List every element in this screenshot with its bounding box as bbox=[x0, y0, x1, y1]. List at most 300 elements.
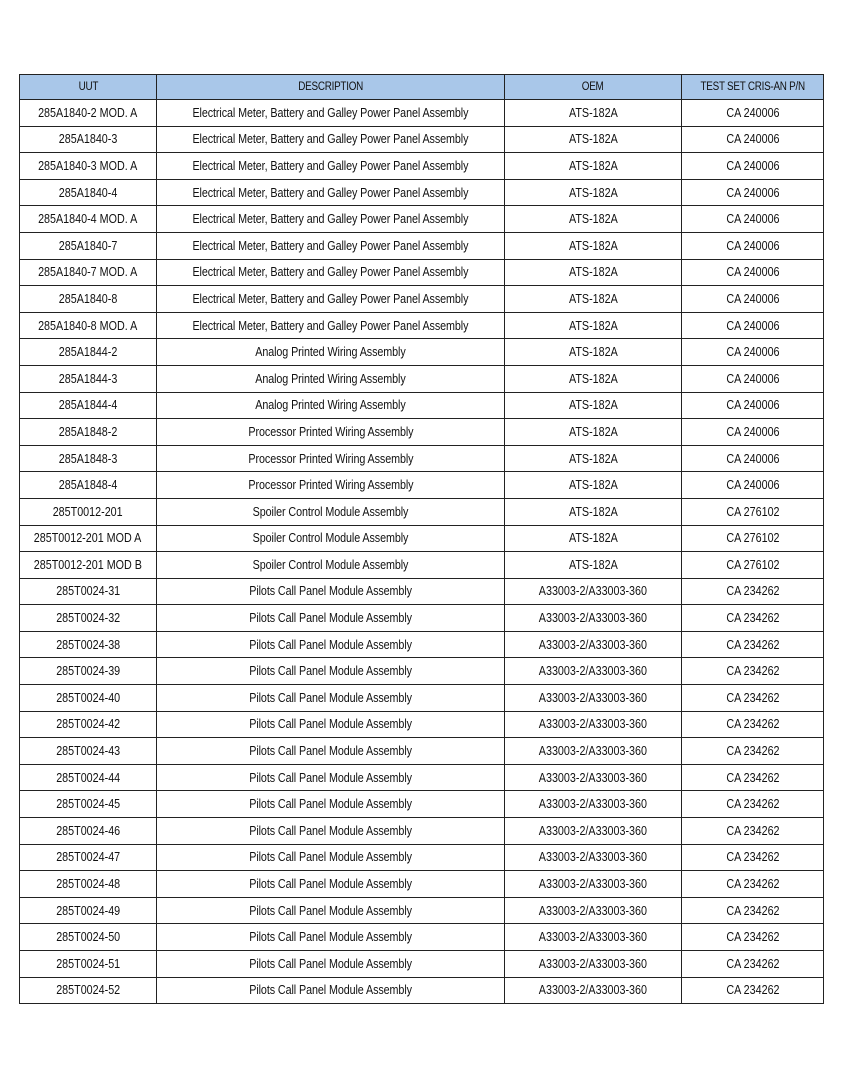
uut-cell bbox=[20, 738, 157, 765]
table-row bbox=[20, 977, 824, 1004]
oem-cell bbox=[505, 764, 682, 791]
test-set-cell bbox=[682, 179, 824, 206]
uut-cell bbox=[20, 711, 157, 738]
test-set-cell bbox=[682, 685, 824, 712]
table-row bbox=[20, 100, 824, 127]
uut-cell bbox=[20, 392, 157, 419]
table-row bbox=[20, 472, 824, 499]
test-set-cell-text: CA 240006 bbox=[725, 212, 780, 227]
table-row bbox=[20, 844, 824, 871]
description-cell-text: Electrical Meter, Battery and Galley Power Panel Assembly bbox=[192, 291, 469, 306]
uut-cell bbox=[20, 951, 157, 978]
test-set-cell bbox=[682, 259, 824, 286]
uut-cell-text: 285T0012-201 MOD A bbox=[34, 531, 142, 546]
oem-cell bbox=[505, 738, 682, 765]
uut-cell bbox=[20, 791, 157, 818]
description-cell-text: Pilots Call Panel Module Assembly bbox=[249, 744, 412, 759]
header-uut bbox=[20, 75, 157, 100]
test-set-cell-text: CA 234262 bbox=[725, 983, 780, 998]
test-set-cell-text: CA 240006 bbox=[725, 318, 780, 333]
oem-cell-text: ATS-182A bbox=[568, 398, 618, 413]
oem-cell bbox=[505, 339, 682, 366]
description-cell-text: Pilots Call Panel Module Assembly bbox=[249, 823, 412, 838]
description-cell-text: Electrical Meter, Battery and Galley Power Panel Assembly bbox=[192, 265, 469, 280]
description-cell bbox=[157, 472, 505, 499]
test-set-cell bbox=[682, 392, 824, 419]
uut-cell-text: 285A1840-7 MOD. A bbox=[38, 265, 138, 280]
description-cell bbox=[157, 525, 505, 552]
oem-cell bbox=[505, 259, 682, 286]
uut-cell bbox=[20, 525, 157, 552]
description-cell-text: Pilots Call Panel Module Assembly bbox=[249, 690, 412, 705]
description-cell-text: Pilots Call Panel Module Assembly bbox=[249, 770, 412, 785]
description-cell-text: Processor Printed Wiring Assembly bbox=[247, 451, 414, 466]
test-set-cell bbox=[682, 552, 824, 579]
table-row bbox=[20, 924, 824, 951]
description-cell bbox=[157, 365, 505, 392]
description-cell-text: Pilots Call Panel Module Assembly bbox=[249, 877, 412, 892]
table-row bbox=[20, 232, 824, 259]
oem-cell bbox=[505, 631, 682, 658]
oem-cell bbox=[505, 711, 682, 738]
oem-cell-text: A33003-2/A33003-360 bbox=[538, 664, 648, 679]
test-set-cell bbox=[682, 445, 824, 472]
oem-cell-text: A33003-2/A33003-360 bbox=[538, 903, 648, 918]
test-set-cell-text: CA 234262 bbox=[725, 877, 780, 892]
uut-cell bbox=[20, 232, 157, 259]
uut-cell bbox=[20, 419, 157, 446]
test-set-cell-text: CA 234262 bbox=[725, 770, 780, 785]
uut-cell-text: 285T0024-45 bbox=[56, 797, 120, 812]
uut-cell bbox=[20, 685, 157, 712]
description-cell bbox=[157, 871, 505, 898]
uut-cell bbox=[20, 578, 157, 605]
description-cell-text: Spoiler Control Module Assembly bbox=[252, 504, 409, 519]
header-description bbox=[157, 75, 505, 100]
table-row bbox=[20, 126, 824, 153]
oem-cell-text: A33003-2/A33003-360 bbox=[538, 637, 648, 652]
test-set-cell bbox=[682, 578, 824, 605]
test-set-cell bbox=[682, 419, 824, 446]
oem-cell bbox=[505, 578, 682, 605]
test-set-cell-text: CA 276102 bbox=[725, 504, 780, 519]
uut-cell-text: 285A1844-4 bbox=[58, 398, 118, 413]
oem-cell-text: ATS-182A bbox=[568, 158, 618, 173]
description-cell-text: Electrical Meter, Battery and Galley Power Panel Assembly bbox=[192, 238, 469, 253]
oem-cell bbox=[505, 312, 682, 339]
description-cell-text: Pilots Call Panel Module Assembly bbox=[249, 956, 412, 971]
uut-cell bbox=[20, 552, 157, 579]
uut-cell-text: 285T0024-43 bbox=[56, 744, 120, 759]
test-set-cell bbox=[682, 100, 824, 127]
uut-cell bbox=[20, 764, 157, 791]
oem-cell-text: ATS-182A bbox=[568, 265, 618, 280]
table-row bbox=[20, 339, 824, 366]
test-set-cell bbox=[682, 525, 824, 552]
description-cell-text: Pilots Call Panel Module Assembly bbox=[249, 797, 412, 812]
test-set-cell bbox=[682, 738, 824, 765]
table-row bbox=[20, 419, 824, 446]
table-row bbox=[20, 738, 824, 765]
header-test-set-label: TEST SET CRIS-AN P/N bbox=[700, 81, 805, 93]
table-body bbox=[20, 100, 824, 1004]
header-row bbox=[20, 75, 824, 100]
test-set-cell bbox=[682, 951, 824, 978]
oem-cell-text: ATS-182A bbox=[568, 318, 618, 333]
test-set-cell-text: CA 240006 bbox=[725, 371, 780, 386]
oem-cell bbox=[505, 924, 682, 951]
oem-cell bbox=[505, 844, 682, 871]
uut-cell-text: 285T0024-42 bbox=[56, 717, 120, 732]
uut-cell-text: 285T0024-52 bbox=[56, 983, 120, 998]
oem-cell bbox=[505, 100, 682, 127]
uut-cell-text: 285T0024-38 bbox=[56, 637, 120, 652]
description-cell-text: Processor Printed Wiring Assembly bbox=[247, 478, 414, 493]
oem-cell-text: ATS-182A bbox=[568, 212, 618, 227]
description-cell bbox=[157, 232, 505, 259]
table-row bbox=[20, 286, 824, 313]
uut-cell-text: 285A1848-2 bbox=[58, 424, 118, 439]
uut-cell-text: 285T0024-49 bbox=[56, 903, 120, 918]
description-cell-text: Pilots Call Panel Module Assembly bbox=[249, 983, 412, 998]
test-set-cell-text: CA 240006 bbox=[725, 345, 780, 360]
test-set-cell bbox=[682, 977, 824, 1004]
test-set-cell-text: CA 240006 bbox=[725, 478, 780, 493]
oem-cell-text: ATS-182A bbox=[568, 504, 618, 519]
test-set-cell-text: CA 234262 bbox=[725, 717, 780, 732]
uut-cell-text: 285T0024-47 bbox=[56, 850, 120, 865]
table-row bbox=[20, 871, 824, 898]
oem-cell bbox=[505, 658, 682, 685]
table-row bbox=[20, 711, 824, 738]
description-cell bbox=[157, 738, 505, 765]
oem-cell-text: A33003-2/A33003-360 bbox=[538, 983, 648, 998]
description-cell-text: Processor Printed Wiring Assembly bbox=[247, 424, 414, 439]
table-row bbox=[20, 552, 824, 579]
description-cell bbox=[157, 153, 505, 180]
test-set-cell-text: CA 240006 bbox=[725, 265, 780, 280]
oem-cell bbox=[505, 445, 682, 472]
uut-cell bbox=[20, 445, 157, 472]
oem-cell bbox=[505, 525, 682, 552]
description-cell-text: Pilots Call Panel Module Assembly bbox=[249, 664, 412, 679]
uut-cell bbox=[20, 498, 157, 525]
uut-cell bbox=[20, 818, 157, 845]
test-set-cell bbox=[682, 764, 824, 791]
uut-cell-text: 285A1840-8 bbox=[58, 291, 118, 306]
oem-cell bbox=[505, 153, 682, 180]
header-oem bbox=[505, 75, 682, 100]
test-set-cell-text: CA 234262 bbox=[725, 637, 780, 652]
uut-cell bbox=[20, 924, 157, 951]
test-set-cell bbox=[682, 312, 824, 339]
oem-cell-text: A33003-2/A33003-360 bbox=[538, 584, 648, 599]
uut-cell-text: 285T0024-40 bbox=[56, 690, 120, 705]
uut-cell bbox=[20, 179, 157, 206]
description-cell bbox=[157, 498, 505, 525]
test-set-cell bbox=[682, 286, 824, 313]
test-set-cell-text: CA 240006 bbox=[725, 132, 780, 147]
test-set-cell bbox=[682, 897, 824, 924]
oem-cell bbox=[505, 126, 682, 153]
table-row bbox=[20, 312, 824, 339]
oem-cell bbox=[505, 179, 682, 206]
description-cell-text: Analog Printed Wiring Assembly bbox=[255, 398, 406, 413]
uut-cell-text: 285T0024-39 bbox=[56, 664, 120, 679]
oem-cell-text: ATS-182A bbox=[568, 424, 618, 439]
oem-cell-text: ATS-182A bbox=[568, 345, 618, 360]
uut-cell-text: 285T0024-51 bbox=[56, 956, 120, 971]
oem-cell bbox=[505, 951, 682, 978]
description-cell bbox=[157, 631, 505, 658]
oem-cell bbox=[505, 552, 682, 579]
header-oem-label: OEM bbox=[582, 81, 604, 93]
uut-cell bbox=[20, 206, 157, 233]
description-cell-text: Pilots Call Panel Module Assembly bbox=[249, 717, 412, 732]
test-set-cell-text: CA 276102 bbox=[725, 531, 780, 546]
oem-cell bbox=[505, 365, 682, 392]
oem-cell bbox=[505, 897, 682, 924]
test-set-cell bbox=[682, 871, 824, 898]
test-set-cell bbox=[682, 365, 824, 392]
uut-cell bbox=[20, 871, 157, 898]
test-set-cell bbox=[682, 711, 824, 738]
test-set-cell-text: CA 240006 bbox=[725, 398, 780, 413]
table-row bbox=[20, 951, 824, 978]
uut-cell bbox=[20, 472, 157, 499]
test-set-cell-text: CA 234262 bbox=[725, 664, 780, 679]
test-set-cell bbox=[682, 498, 824, 525]
table-row bbox=[20, 658, 824, 685]
description-cell bbox=[157, 924, 505, 951]
table-row bbox=[20, 764, 824, 791]
description-cell bbox=[157, 179, 505, 206]
table-row bbox=[20, 791, 824, 818]
test-set-cell-text: CA 234262 bbox=[725, 903, 780, 918]
description-cell bbox=[157, 791, 505, 818]
test-set-cell-text: CA 234262 bbox=[725, 823, 780, 838]
oem-cell-text: ATS-182A bbox=[568, 105, 618, 120]
test-set-cell-text: CA 240006 bbox=[725, 105, 780, 120]
description-cell-text: Pilots Call Panel Module Assembly bbox=[249, 850, 412, 865]
test-set-cell-text: CA 234262 bbox=[725, 956, 780, 971]
uut-cell bbox=[20, 126, 157, 153]
oem-cell bbox=[505, 977, 682, 1004]
table-row bbox=[20, 818, 824, 845]
oem-cell bbox=[505, 419, 682, 446]
uut-cell bbox=[20, 631, 157, 658]
oem-cell bbox=[505, 472, 682, 499]
uut-cell-text: 285T0012-201 MOD B bbox=[33, 557, 143, 572]
description-cell bbox=[157, 818, 505, 845]
description-cell bbox=[157, 764, 505, 791]
oem-cell-text: ATS-182A bbox=[568, 291, 618, 306]
test-set-cell-text: CA 240006 bbox=[725, 291, 780, 306]
test-set-cell bbox=[682, 818, 824, 845]
oem-cell-text: ATS-182A bbox=[568, 132, 618, 147]
description-cell bbox=[157, 392, 505, 419]
oem-cell-text: ATS-182A bbox=[568, 185, 618, 200]
oem-cell-text: A33003-2/A33003-360 bbox=[538, 690, 648, 705]
uut-cell bbox=[20, 897, 157, 924]
description-cell bbox=[157, 658, 505, 685]
description-cell bbox=[157, 685, 505, 712]
uut-cell bbox=[20, 312, 157, 339]
description-cell bbox=[157, 312, 505, 339]
test-set-cell bbox=[682, 605, 824, 632]
uut-cell-text: 285T0024-32 bbox=[56, 611, 120, 626]
oem-cell bbox=[505, 498, 682, 525]
oem-cell-text: ATS-182A bbox=[568, 531, 618, 546]
test-set-cell-text: CA 240006 bbox=[725, 158, 780, 173]
test-set-cell-text: CA 234262 bbox=[725, 797, 780, 812]
uut-cell-text: 285A1840-7 bbox=[58, 238, 118, 253]
table-row bbox=[20, 445, 824, 472]
oem-cell bbox=[505, 818, 682, 845]
oem-cell bbox=[505, 871, 682, 898]
table-row bbox=[20, 206, 824, 233]
description-cell bbox=[157, 419, 505, 446]
oem-cell-text: A33003-2/A33003-360 bbox=[538, 956, 648, 971]
uut-cell-text: 285A1848-4 bbox=[58, 478, 118, 493]
oem-cell-text: A33003-2/A33003-360 bbox=[538, 797, 648, 812]
test-set-cell-text: CA 240006 bbox=[725, 451, 780, 466]
uut-cell-text: 285A1840-4 MOD. A bbox=[38, 212, 138, 227]
test-set-cell-text: CA 240006 bbox=[725, 424, 780, 439]
uut-cell bbox=[20, 977, 157, 1004]
test-set-cell bbox=[682, 924, 824, 951]
oem-cell-text: A33003-2/A33003-360 bbox=[538, 717, 648, 732]
uut-cell bbox=[20, 605, 157, 632]
uut-cell-text: 285A1840-8 MOD. A bbox=[38, 318, 138, 333]
uut-cell-text: 285A1840-4 bbox=[58, 185, 118, 200]
description-cell-text: Pilots Call Panel Module Assembly bbox=[249, 930, 412, 945]
description-cell bbox=[157, 711, 505, 738]
test-set-cell bbox=[682, 631, 824, 658]
description-cell bbox=[157, 552, 505, 579]
test-set-cell-text: CA 240006 bbox=[725, 185, 780, 200]
table-row bbox=[20, 578, 824, 605]
description-cell-text: Electrical Meter, Battery and Galley Power Panel Assembly bbox=[192, 158, 469, 173]
description-cell-text: Pilots Call Panel Module Assembly bbox=[249, 611, 412, 626]
uut-cell-text: 285T0012-201 bbox=[53, 504, 123, 519]
oem-cell bbox=[505, 685, 682, 712]
oem-cell-text: A33003-2/A33003-360 bbox=[538, 850, 648, 865]
uut-cell bbox=[20, 365, 157, 392]
uut-cell bbox=[20, 100, 157, 127]
uut-cell-text: 285T0024-31 bbox=[56, 584, 120, 599]
oem-cell-text: A33003-2/A33003-360 bbox=[538, 930, 648, 945]
oem-cell-text: ATS-182A bbox=[568, 557, 618, 572]
uut-test-set-table bbox=[19, 74, 824, 1004]
uut-cell-text: 285T0024-48 bbox=[56, 877, 120, 892]
oem-cell-text: A33003-2/A33003-360 bbox=[538, 770, 648, 785]
uut-cell bbox=[20, 844, 157, 871]
test-set-cell-text: CA 234262 bbox=[725, 930, 780, 945]
header-description-label: DESCRIPTION bbox=[298, 81, 363, 93]
description-cell-text: Electrical Meter, Battery and Galley Power Panel Assembly bbox=[192, 318, 469, 333]
description-cell bbox=[157, 844, 505, 871]
test-set-cell bbox=[682, 232, 824, 259]
uut-cell-text: 285A1844-3 bbox=[58, 371, 118, 386]
table-row bbox=[20, 179, 824, 206]
test-set-cell bbox=[682, 472, 824, 499]
description-cell bbox=[157, 977, 505, 1004]
table-row bbox=[20, 153, 824, 180]
description-cell bbox=[157, 339, 505, 366]
description-cell-text: Electrical Meter, Battery and Galley Power Panel Assembly bbox=[192, 132, 469, 147]
oem-cell bbox=[505, 286, 682, 313]
description-cell bbox=[157, 100, 505, 127]
description-cell-text: Electrical Meter, Battery and Galley Power Panel Assembly bbox=[192, 212, 469, 227]
description-cell-text: Analog Printed Wiring Assembly bbox=[255, 371, 406, 386]
description-cell bbox=[157, 445, 505, 472]
description-cell-text: Spoiler Control Module Assembly bbox=[252, 531, 409, 546]
oem-cell bbox=[505, 206, 682, 233]
test-set-cell-text: CA 240006 bbox=[725, 238, 780, 253]
description-cell-text: Pilots Call Panel Module Assembly bbox=[249, 637, 412, 652]
oem-cell bbox=[505, 392, 682, 419]
test-set-cell bbox=[682, 844, 824, 871]
table-header bbox=[20, 75, 824, 100]
test-set-cell-text: CA 234262 bbox=[725, 584, 780, 599]
test-set-cell bbox=[682, 791, 824, 818]
header-test-set bbox=[682, 75, 824, 100]
table-row bbox=[20, 365, 824, 392]
description-cell-text: Electrical Meter, Battery and Galley Power Panel Assembly bbox=[192, 185, 469, 200]
table-row bbox=[20, 525, 824, 552]
description-cell-text: Spoiler Control Module Assembly bbox=[252, 557, 409, 572]
test-set-cell-text: CA 234262 bbox=[725, 850, 780, 865]
uut-cell-text: 285T0024-50 bbox=[56, 930, 120, 945]
description-cell-text: Analog Printed Wiring Assembly bbox=[255, 345, 406, 360]
table-row bbox=[20, 605, 824, 632]
test-set-cell bbox=[682, 658, 824, 685]
table-row bbox=[20, 259, 824, 286]
test-set-cell bbox=[682, 126, 824, 153]
description-cell bbox=[157, 286, 505, 313]
uut-cell-text: 285A1844-2 bbox=[58, 345, 118, 360]
description-cell bbox=[157, 259, 505, 286]
test-set-cell bbox=[682, 339, 824, 366]
oem-cell-text: A33003-2/A33003-360 bbox=[538, 611, 648, 626]
uut-cell-text: 285T0024-46 bbox=[56, 823, 120, 838]
oem-cell-text: ATS-182A bbox=[568, 238, 618, 253]
uut-cell bbox=[20, 259, 157, 286]
test-set-cell-text: CA 234262 bbox=[725, 744, 780, 759]
oem-cell-text: A33003-2/A33003-360 bbox=[538, 823, 648, 838]
test-set-cell-text: CA 234262 bbox=[725, 690, 780, 705]
oem-cell bbox=[505, 232, 682, 259]
oem-cell-text: ATS-182A bbox=[568, 451, 618, 466]
description-cell bbox=[157, 951, 505, 978]
test-set-cell-text: CA 234262 bbox=[725, 611, 780, 626]
oem-cell-text: ATS-182A bbox=[568, 371, 618, 386]
description-cell bbox=[157, 578, 505, 605]
document-page bbox=[19, 74, 823, 1004]
uut-cell bbox=[20, 339, 157, 366]
uut-cell-text: 285T0024-44 bbox=[56, 770, 120, 785]
description-cell-text: Pilots Call Panel Module Assembly bbox=[249, 903, 412, 918]
test-set-cell bbox=[682, 153, 824, 180]
description-cell-text: Pilots Call Panel Module Assembly bbox=[249, 584, 412, 599]
description-cell-text: Electrical Meter, Battery and Galley Power Panel Assembly bbox=[192, 105, 469, 120]
test-set-cell-text: CA 276102 bbox=[725, 557, 780, 572]
oem-cell-text: A33003-2/A33003-360 bbox=[538, 744, 648, 759]
description-cell bbox=[157, 126, 505, 153]
description-cell bbox=[157, 206, 505, 233]
oem-cell-text: A33003-2/A33003-360 bbox=[538, 877, 648, 892]
